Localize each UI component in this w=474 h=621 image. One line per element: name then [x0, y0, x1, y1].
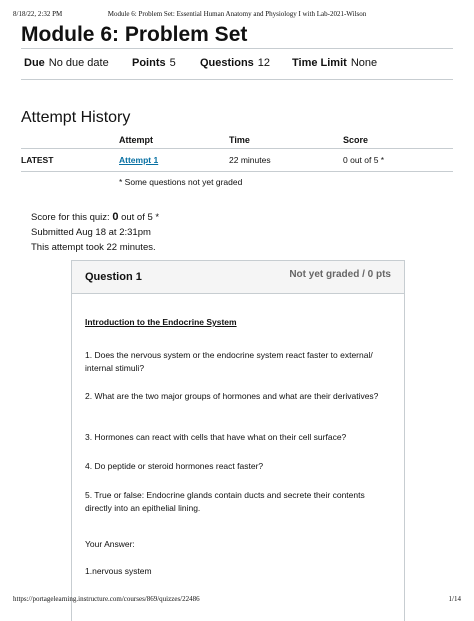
attempt-score: 0 out of 5 * — [343, 149, 453, 172]
quiz-meta — [21, 48, 453, 80]
latest-label: LATEST — [21, 149, 119, 172]
questions-info — [200, 57, 270, 69]
score-value: 0 — [112, 211, 119, 223]
questions-value: 12 — [257, 57, 271, 69]
score-line — [31, 210, 159, 225]
due-label: Due — [24, 57, 45, 69]
note-row — [21, 172, 453, 193]
quiz-summary — [31, 210, 159, 255]
attempt-history-table — [21, 132, 453, 192]
attempt-time: 22 minutes — [229, 149, 343, 172]
question-intro: Introduction to the Endocrine System — [85, 317, 237, 327]
question-item-3: 3. Hormones can react with cells that have what on their cell surface? — [85, 432, 347, 442]
question-title: Question 1 — [85, 271, 142, 283]
due-info — [24, 57, 109, 69]
questions-label: Questions — [200, 57, 254, 69]
page-title: Module 6: Problem Set — [21, 23, 248, 46]
question-item-1: 1. Does the nervous system or the endocrine system react faster to external/ internal stimuli? — [85, 350, 373, 373]
question-card — [71, 260, 405, 621]
col-time: Time — [229, 132, 343, 149]
question-item-2: 2. What are the two major groups of hormones and what are their derivatives? — [85, 391, 379, 401]
question-status: Not yet graded / 0 pts — [289, 269, 391, 280]
time-limit-value: None — [350, 57, 378, 69]
attempt-history-heading: Attempt History — [21, 109, 131, 126]
points-label: Points — [132, 57, 166, 69]
page-number: 1/14 — [448, 595, 461, 603]
score-suffix: out of 5 * — [121, 212, 160, 223]
score-prefix: Score for this quiz: — [31, 212, 110, 223]
print-datetime: 8/18/22, 2:32 PM — [13, 10, 63, 18]
duration-line: This attempt took 22 minutes. — [31, 242, 156, 253]
time-limit-label: Time Limit — [292, 57, 347, 69]
col-score: Score — [343, 132, 453, 149]
time-limit-info — [292, 57, 377, 69]
print-page-title: Module 6: Problem Set: Essential Human Anatomy and Physiology I with Lab-2021-Wilson — [107, 10, 367, 18]
points-info — [132, 57, 176, 69]
question-item-4: 4. Do peptide or steroid hormones react faster? — [85, 461, 264, 471]
ungraded-note: * Some questions not yet graded — [119, 177, 243, 187]
answer-text: 1.nervous system — [85, 566, 152, 576]
print-footer — [13, 595, 461, 605]
your-answer-label: Your Answer: — [85, 539, 135, 549]
points-value: 5 — [169, 57, 176, 69]
table-row — [21, 149, 453, 172]
table-header-row — [21, 132, 453, 149]
question-item-5: 5. True or false: Endocrine glands contain ducts and secrete their contents directly into an epithelial lining. — [85, 490, 365, 513]
col-attempt: Attempt — [119, 132, 229, 149]
attempt-1-link[interactable]: Attempt 1 — [119, 155, 159, 165]
due-value: No due date — [48, 57, 109, 69]
submitted-line: Submitted Aug 18 at 2:31pm — [31, 227, 151, 238]
question-header — [72, 261, 404, 294]
print-header — [13, 10, 461, 22]
page-url: https://portagelearning.instructure.com/courses/869/quizzes/22486 — [13, 595, 200, 603]
